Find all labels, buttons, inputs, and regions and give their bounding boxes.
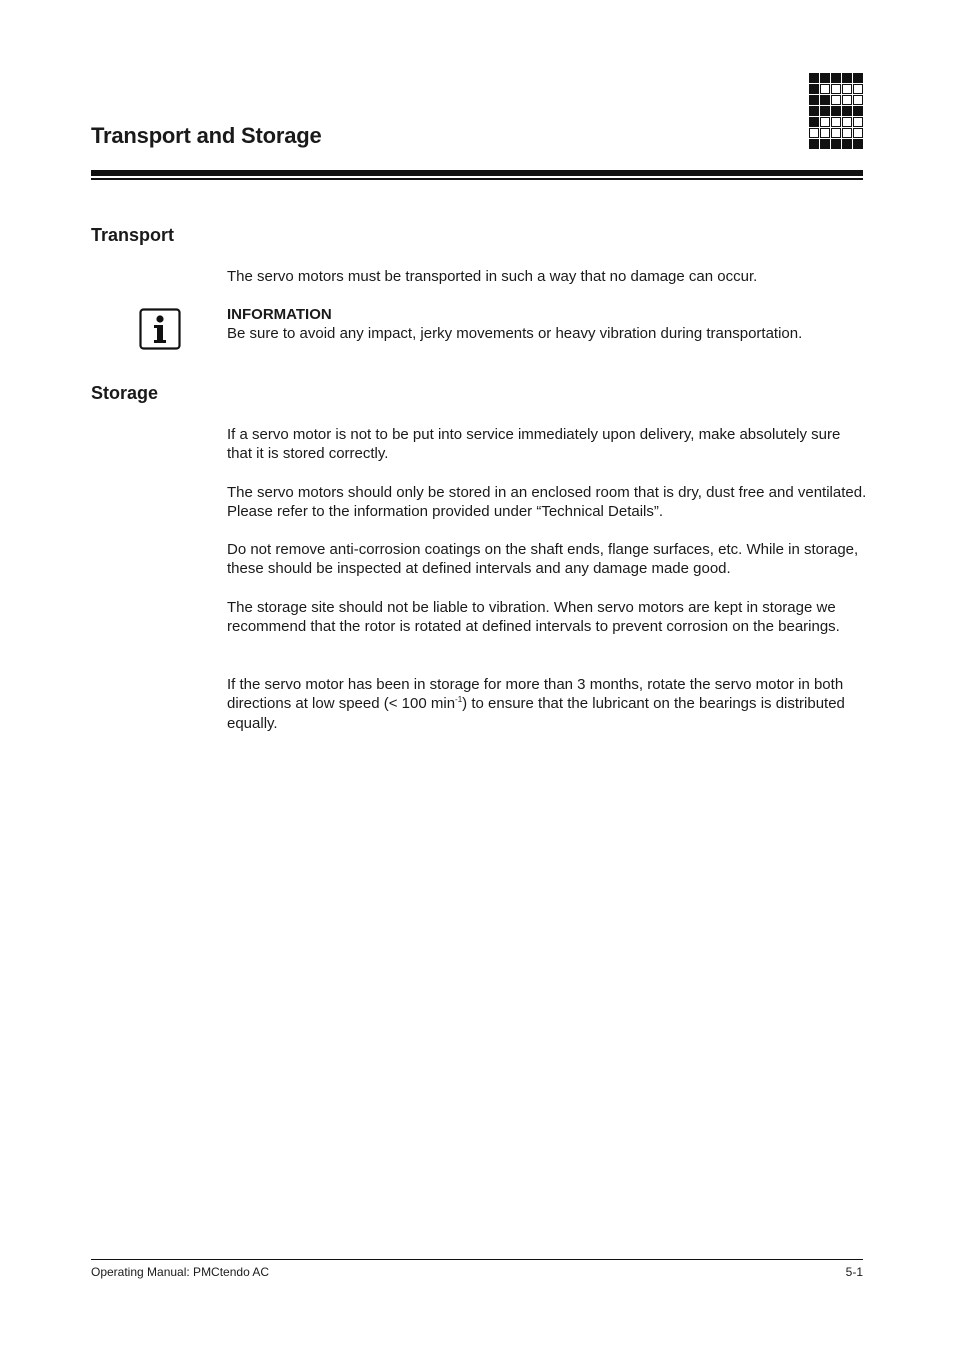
rotation-text-end: ) to ensure that the lubricant on the bearings is distributed equally. (227, 695, 845, 732)
transport-intro: The servo motors must be transported in such a way that no damage can occur. (227, 268, 758, 285)
chapter-title: Transport and Storage (91, 123, 322, 148)
storage-paragraph: If a servo motor is not to be put into service immediately upon delivery, make absolutely sure that it is stored correctly. (227, 426, 841, 463)
footer-rule (91, 1259, 863, 1260)
rotation-unit-superscript: -1 (455, 695, 463, 705)
information-text: Be sure to avoid any impact, jerky movements or heavy vibration during transportation. (227, 325, 803, 343)
information-label: INFORMATION (227, 306, 332, 323)
storage-paragraph-rotation (227, 675, 867, 733)
storage-paragraph: The storage site should not be liable to vibration. When servo motors are kept in storage we recommend that the rotor is rotated at defined intervals to prevent corrosion on the bearings. (227, 599, 840, 636)
header-rule-thin (91, 178, 863, 180)
information-notice (227, 305, 867, 344)
section-heading-transport: Transport (91, 225, 175, 245)
page-number: 5-1 (845, 1265, 863, 1279)
section-heading-storage: Storage (91, 383, 159, 403)
storage-paragraph: The servo motors should only be stored in an enclosed room that is dry, dust free and ventilated. Please refer to the information provided under “Technical Details”. (227, 484, 867, 521)
information-icon (139, 308, 181, 350)
storage-paragraph: Do not remove anti-corrosion coatings on the shaft ends, flange surfaces, etc. While in storage, these should be inspected at defined intervals and any damage made good. (227, 541, 859, 578)
footer-manual-title: Operating Manual: PMCtendo AC (91, 1265, 270, 1279)
header-rule-thick (91, 170, 863, 176)
chapter-logo-grid (809, 73, 864, 151)
rotation-text-start: If the servo motor has been in storage for more than 3 months, rotate the servo motor in both directions at low speed (< 100 min (227, 676, 844, 713)
